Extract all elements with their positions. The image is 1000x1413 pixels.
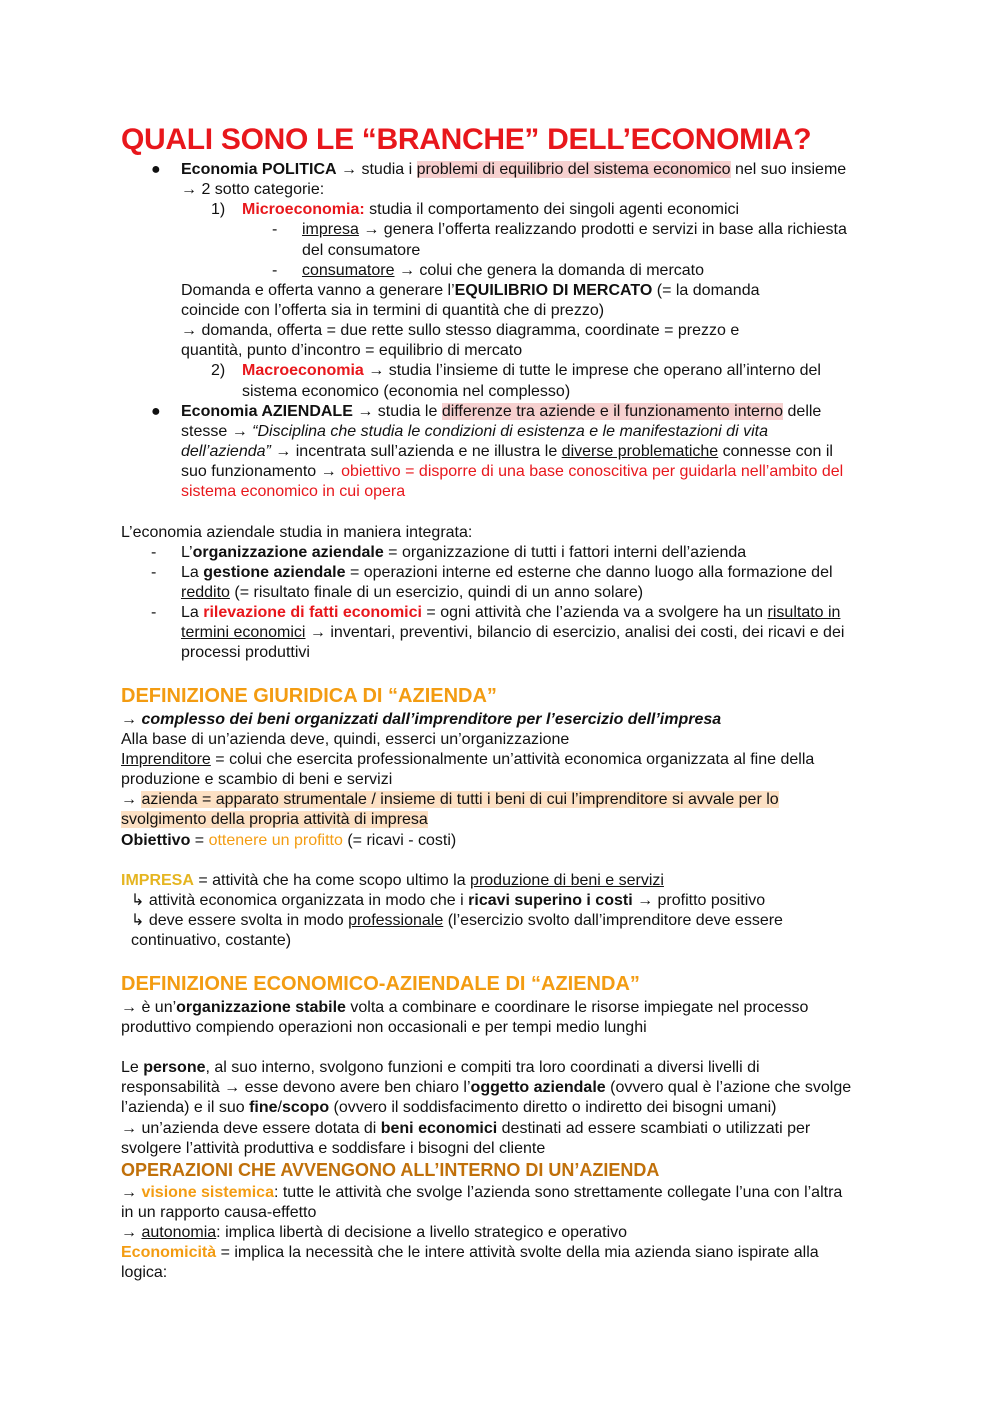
dash-marker: - xyxy=(151,564,157,581)
text-line: stesse → “Disciplina che studia le condizioni di esistenza e le manifestazioni di vita xyxy=(181,423,768,440)
highlight: svolgimento della propria attività di impresa xyxy=(121,811,428,828)
text-line: Imprenditore = colui che esercita professionalmente un’attività economica organizzata al fine della xyxy=(121,751,815,768)
text-line: sistema economico (economia nel complesso) xyxy=(242,383,571,400)
bullet-economia-politica: Economia POLITICA → studia i problemi di equilibrio del sistema economico nel suo insieme xyxy=(181,161,847,178)
text-line xyxy=(121,810,428,830)
section-heading: DEFINIZIONE GIURIDICA DI “AZIENDA” xyxy=(121,685,497,707)
text-line: → domanda, offerta = due rette sullo stesso diagramma, coordinate = prezzo e xyxy=(181,322,740,339)
consumatore-item: consumatore → colui che genera la domanda di mercato xyxy=(302,262,705,279)
text-line: logica: xyxy=(121,1264,168,1281)
dash-marker: - xyxy=(151,604,157,621)
text-line: in un rapporto causa-effetto xyxy=(121,1204,317,1221)
highlight: problemi di equilibrio del sistema economico xyxy=(416,161,731,178)
bullet-marker: ● xyxy=(151,403,161,420)
microeconomia-item: Microeconomia: studia il comportamento dei singoli agenti economici xyxy=(242,201,740,218)
impresa-item: impresa → genera l’offerta realizzando prodotti e servizi in base alla richiesta xyxy=(302,221,847,238)
text-line: produzione e scambio di beni e servizi xyxy=(121,771,393,788)
text-line: Le persone, al suo interno, svolgono funzioni e compiti tra loro coordinati a diversi livelli di xyxy=(121,1059,760,1076)
text-line: quantità, punto d’incontro = equilibrio di mercato xyxy=(181,342,523,359)
text-line: responsabilità → esse devono avere ben chiaro l’oggetto aziendale (ovvero qual è l’azione che svolge xyxy=(121,1079,852,1096)
text-line: produttivo compiendo operazioni non occasionali e per tempi medio lunghi xyxy=(121,1019,647,1036)
text-line: svolgere l’attività produttiva e soddisfare i bisogni del cliente xyxy=(121,1140,546,1157)
text-line: → è un’organizzazione stabile volta a combinare e coordinare le risorse impiegate nel processo xyxy=(121,999,809,1016)
text-line: processi produttivi xyxy=(181,644,310,661)
dash-marker: - xyxy=(272,221,278,238)
list-item: La rilevazione di fatti economici = ogni attività che l’azienda va a svolgere ha un risultato in xyxy=(181,604,841,621)
text-line: termini economici → inventari, preventivi, bilancio di esercizio, analisi dei costi, dei ricavi e dei xyxy=(181,624,845,641)
text-line: IMPRESA = attività che ha come scopo ultimo la produzione di beni e servizi xyxy=(121,872,664,889)
text-line: ↳ deve essere svolta in modo professionale (l’esercizio svolto dall’imprenditore deve essere xyxy=(131,912,783,929)
text-line: L’economia aziendale studia in maniera integrata: xyxy=(121,524,473,541)
text-line: Domanda e offerta vanno a generare l’EQUILIBRIO DI MERCATO (= la domanda xyxy=(181,282,760,299)
bullet-economia-aziendale: Economia AZIENDALE → studia le differenze tra aziende e il funzionamento interno delle xyxy=(181,403,822,420)
text-line: suo funzionamento → obiettivo = disporre di una base conoscitiva per guidarla nell’ambito del xyxy=(181,463,844,480)
text-line: → un’azienda deve essere dotata di beni economici destinati ad essere scambiati o utilizzati per xyxy=(121,1120,811,1137)
text-line: dell’azienda” → incentrata sull’azienda e ne illustra le diverse problematiche connesse con il xyxy=(181,443,833,460)
macroeconomia-item: Macroeconomia → studia l’insieme di tutte le imprese che operano all’interno del xyxy=(242,362,821,379)
highlight: azienda = apparato strumentale / insieme di tutti i beni di cui l’imprenditore si avvale per lo xyxy=(141,791,779,808)
highlight: differenze tra aziende e il funzionamento interno xyxy=(441,403,784,420)
list-item: L’organizzazione aziendale = organizzazione di tutti i fattori interni dell’azienda xyxy=(181,544,747,561)
text-line: → 2 sotto categorie: xyxy=(181,181,325,198)
page-title: QUALI SONO LE “BRANCHE” DELL’ECONOMIA? xyxy=(121,123,812,156)
text-line: coincide con l’offerta sia in termini di quantità che di prezzo) xyxy=(181,302,605,319)
text-line: continuativo, costante) xyxy=(131,932,292,949)
text-line: Obiettivo = ottenere un profitto (= ricavi - costi) xyxy=(121,832,457,849)
text-line: → complesso dei beni organizzati dall’imprenditore per l’esercizio dell’impresa xyxy=(121,711,722,728)
text-line: → autonomia: implica libertà di decisione a livello strategico e operativo xyxy=(121,1224,628,1241)
text-line: l’azienda) e il suo fine/scopo (ovvero il soddisfacimento diretto o indiretto dei bisogni umani) xyxy=(121,1099,777,1116)
text-line: → visione sistemica: tutte le attività che svolge l’azienda sono strettamente collegate l’una con l’altra xyxy=(121,1184,843,1201)
text-line: reddito (= risultato finale di un esercizio, quindi di un anno solare) xyxy=(181,584,644,601)
section-heading: DEFINIZIONE ECONOMICO-AZIENDALE DI “AZIENDA” xyxy=(121,973,640,995)
text-line: Economicità = implica la necessità che le intere attività svolte della mia azienda siano ispirate alla xyxy=(121,1244,819,1261)
list-number: 2) xyxy=(211,362,226,379)
dash-marker: - xyxy=(272,262,278,279)
text-line: sistema economico in cui opera xyxy=(181,483,406,500)
text-line: del consumatore xyxy=(302,242,421,259)
list-number: 1) xyxy=(211,201,226,218)
text-line: ↳ attività economica organizzata in modo che i ricavi superino i costi → profitto positivo xyxy=(131,892,766,909)
dash-marker: - xyxy=(151,544,157,561)
text-line: Alla base di un’azienda deve, quindi, esserci un’organizzazione xyxy=(121,731,570,748)
list-item: La gestione aziendale = operazioni interne ed esterne che danno luogo alla formazione del xyxy=(181,564,833,581)
bullet-marker: ● xyxy=(151,161,161,178)
section-heading: OPERAZIONI CHE AVVENGONO ALL’INTERNO DI UN’AZIENDA xyxy=(121,1160,660,1180)
text-line: → azienda = apparato strumentale / insieme di tutti i beni di cui l’imprenditore si avvale per lo xyxy=(121,791,779,808)
